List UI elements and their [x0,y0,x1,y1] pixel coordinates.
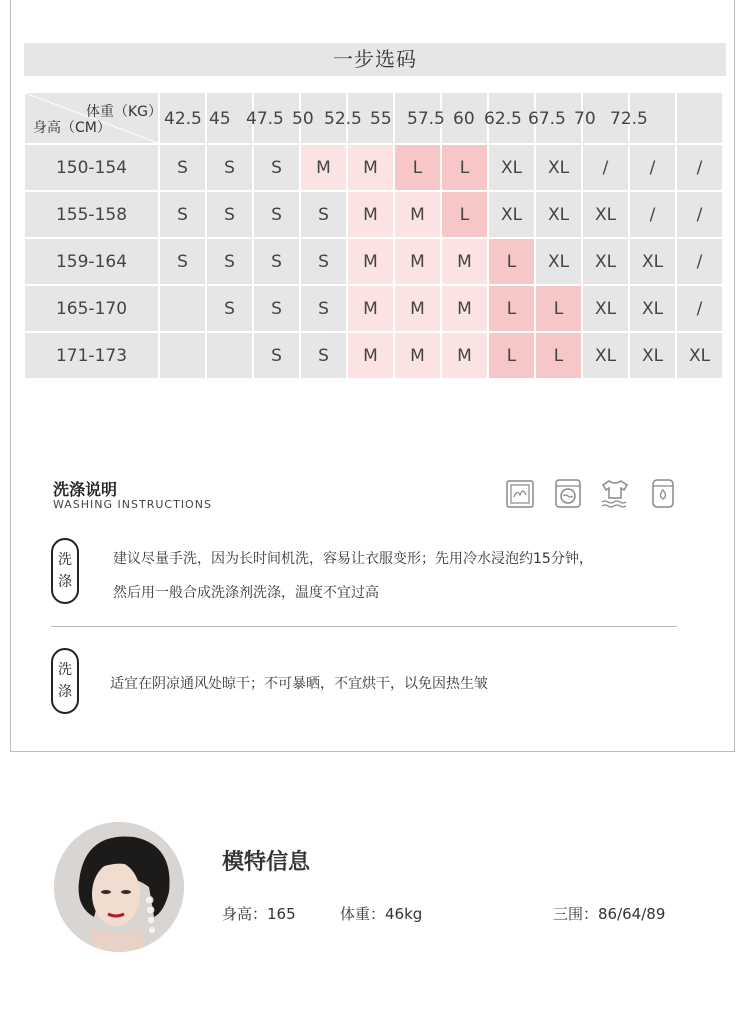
size-cell: S [207,192,252,237]
size-cell: S [254,145,299,190]
size-cell: M [442,333,487,378]
dry-instruction-line: 适宜在阴凉通风处晾干；不可暴晒，不宜烘干，以免因热生皱 [110,676,488,692]
size-cell: M [395,239,440,284]
table-row [25,145,722,190]
size-cell [207,333,252,378]
size-cell: L [442,192,487,237]
weight-label: 52.5 [324,109,362,129]
size-table [23,91,724,380]
size-cell: S [254,239,299,284]
size-cell: XL [677,333,722,378]
table-row [25,239,722,284]
size-cell: S [301,286,346,331]
size-cell: S [254,333,299,378]
size-cell: M [395,333,440,378]
size-cell: M [395,286,440,331]
size-cell: S [160,239,205,284]
size-cell [160,286,205,331]
size-cell: XL [630,333,675,378]
height-range-label: 165-170 [25,286,158,331]
size-cell: L [536,286,581,331]
size-cell: M [348,286,393,331]
model-portrait-image [54,822,184,952]
weight-label: 72.5 [610,109,648,129]
size-cell: S [301,333,346,378]
size-cell: XL [489,192,534,237]
weight-label: 57.5 [407,109,445,129]
size-cell: L [489,239,534,284]
size-cell: L [442,145,487,190]
weight-axis-label: 体重（KG） [85,104,162,120]
model-info-title: 模特信息 [222,850,311,875]
height-axis-label: 身高（CM） [33,120,111,136]
size-cell: L [489,333,534,378]
size-cell: L [489,286,534,331]
model-avatar [54,822,184,952]
size-cell: S [160,145,205,190]
size-cell: L [395,145,440,190]
size-cell: S [301,192,346,237]
size-cell: S [254,286,299,331]
weight-label: 67.5 [528,109,566,129]
no-tumble-dry-icon [600,477,630,509]
size-cell: / [630,192,675,237]
size-cell: L [536,333,581,378]
divider [51,626,677,627]
size-cell: XL [583,192,628,237]
table-row [25,192,722,237]
height-range-label: 171-173 [25,333,158,378]
size-cell: XL [630,286,675,331]
size-cell: XL [536,239,581,284]
machine-wash-icon [553,477,583,509]
weight-label: 55 [370,109,392,129]
weight-label: 62.5 [484,109,522,129]
size-cell: M [442,239,487,284]
size-cell: / [677,286,722,331]
weight-label: 70 [574,109,596,129]
height-range-label: 159-164 [25,239,158,284]
size-cell: S [301,239,346,284]
washing-title: 洗涤说明 [53,480,118,499]
size-cell: M [301,145,346,190]
washing-subtitle: WASHING INSTRUCTIONS [53,498,212,511]
wash-badge: 洗 涤 [51,538,79,604]
table-corner-header [25,93,162,143]
size-cell: / [677,192,722,237]
size-cell: / [677,239,722,284]
weight-label: 60 [453,109,475,129]
weight-header-cell [677,93,722,143]
wash-instruction-line: 然后用一般合成洗涤剂洗涤，温度不宜过高 [113,585,379,601]
size-cell: / [583,145,628,190]
weight-label: 47.5 [246,109,284,129]
size-cell: M [395,192,440,237]
size-cell: M [442,286,487,331]
weight-label: 42.5 [164,109,202,129]
size-cell: M [348,333,393,378]
dry-badge: 洗 涤 [51,648,79,714]
size-cell: / [630,145,675,190]
size-cell: XL [583,239,628,284]
height-range-label: 155-158 [25,192,158,237]
size-cell: S [254,192,299,237]
size-cell: M [348,239,393,284]
size-cell: XL [583,286,628,331]
size-cell: XL [536,192,581,237]
model-weight: 体重：46kg [340,905,423,923]
height-range-label: 150-154 [25,145,158,190]
weight-label: 45 [209,109,231,129]
size-cell: S [207,286,252,331]
size-cell: XL [630,239,675,284]
model-measurements: 三围：86/64/89 [553,905,666,923]
size-cell: M [348,192,393,237]
size-cell: S [207,239,252,284]
size-cell: M [348,145,393,190]
size-cell: / [677,145,722,190]
hand-wash-icon [505,477,535,509]
model-height: 身高：165 [222,905,296,923]
size-cell: XL [489,145,534,190]
table-row [25,286,722,331]
table-row [25,333,722,378]
size-cell: XL [536,145,581,190]
size-chart-title: 一步选码 [24,43,726,76]
size-cell: S [207,145,252,190]
wash-instruction-line: 建议尽量手洗，因为长时间机洗，容易让衣服变形；先用冷水浸泡约15分钟， [113,551,593,567]
water-temperature-icon [648,477,678,509]
size-cell: XL [583,333,628,378]
size-cell: S [160,192,205,237]
weight-label: 50 [292,109,314,129]
size-cell [160,333,205,378]
